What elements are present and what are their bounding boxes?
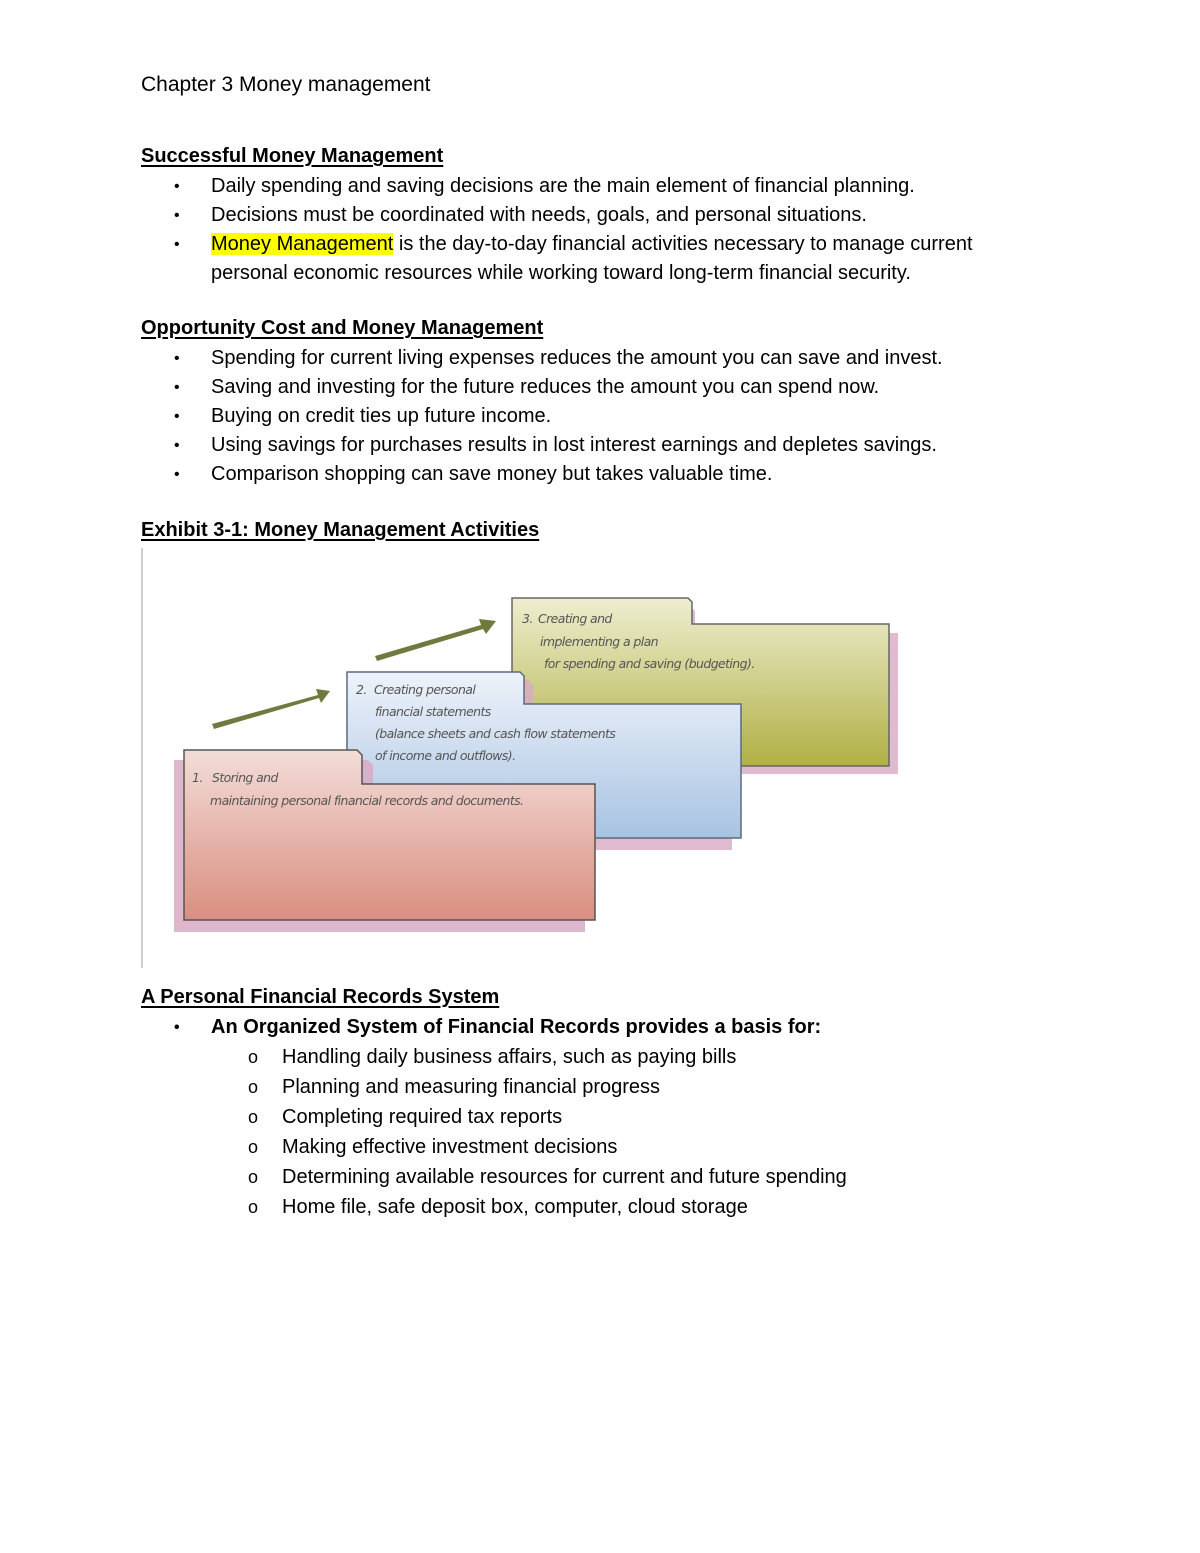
list-item [248, 1132, 1048, 1162]
bullet-mark: • [174, 178, 180, 195]
list-item [248, 1162, 1048, 1192]
list-item-text-continued: personal economic resources while working toward long-term financial security. [211, 262, 911, 284]
bullet-mark: • [174, 408, 180, 425]
section-heading-successful-money-management: Successful Money Management [141, 145, 444, 167]
sub-bullet-mark: o [248, 1107, 259, 1127]
arrow-2-to-3 [375, 619, 496, 661]
bullet-list-successful-money-management [174, 172, 1074, 288]
list-item-text: Home file, safe deposit box, computer, cloud storage [282, 1196, 748, 1218]
highlighted-term: Money Management [211, 233, 394, 255]
page-title: Chapter 3 Money management [141, 73, 431, 96]
sub-bullet-mark: o [248, 1197, 259, 1217]
list-item [248, 1102, 1048, 1132]
exhibit-figure [140, 548, 900, 968]
bullet-mark: • [174, 1019, 180, 1036]
list-item [174, 1013, 1074, 1042]
list-item-text: Decisions must be coordinated with needs, goals, and personal situations. [211, 204, 867, 226]
list-item-text: Comparison shopping can save money but takes valuable time. [211, 463, 773, 485]
section-heading-financial-records-system: A Personal Financial Records System [141, 986, 500, 1008]
bullet-mark: • [174, 466, 180, 483]
list-item [174, 460, 1074, 489]
folder2-line3: (balance sheets and cash flow statements [375, 726, 616, 741]
list-item [174, 201, 1074, 230]
list-item-text: is the day-to-day financial activities necessary to manage current [393, 233, 973, 255]
sub-bullet-mark: o [248, 1077, 259, 1097]
folder2-number: 2. [356, 682, 367, 697]
list-item [174, 172, 1074, 201]
bullet-mark: • [174, 350, 180, 367]
list-item-text: Determining available resources for current and future spending [282, 1166, 847, 1188]
bullet-mark: • [174, 437, 180, 454]
sub-bullet-mark: o [248, 1137, 259, 1157]
list-item-text: Using savings for purchases results in lost interest earnings and depletes savings. [211, 434, 937, 456]
bullet-list-opportunity-cost [174, 344, 1074, 489]
list-item [248, 1042, 1048, 1072]
money-management-activities-diagram [140, 548, 900, 968]
arrow-1-to-2 [212, 689, 330, 729]
folder3-line1: Creating and [538, 611, 612, 626]
list-item-text: Making effective investment decisions [282, 1136, 618, 1158]
bullet-mark: • [174, 207, 180, 224]
section-heading-opportunity-cost: Opportunity Cost and Money Management [141, 317, 544, 339]
list-item-text: Daily spending and saving decisions are the main element of financial planning. [211, 175, 915, 197]
list-item [174, 373, 1074, 402]
list-item [174, 344, 1074, 373]
list-item [174, 402, 1074, 431]
list-item-text: An Organized System of Financial Records provides a basis for: [211, 1016, 822, 1038]
folder1-number: 1. [192, 770, 203, 785]
list-item-text: Saving and investing for the future reduces the amount you can spend now. [211, 376, 880, 398]
bullet-mark: • [174, 379, 180, 396]
folder3-number: 3. [522, 611, 533, 626]
list-item [174, 431, 1074, 460]
folder1-line1: Storing and [212, 770, 278, 785]
list-item-text: Spending for current living expenses reduces the amount you can save and invest. [211, 347, 943, 369]
sub-bullet-mark: o [248, 1047, 259, 1067]
list-item [248, 1192, 1048, 1222]
list-item-text: Buying on credit ties up future income. [211, 405, 552, 427]
arrow-2-shape [375, 619, 496, 661]
folder1-line2: maintaining personal financial records and documents. [210, 793, 524, 808]
folder3-line3: for spending and saving (budgeting). [544, 656, 755, 671]
bullet-mark: • [174, 236, 180, 253]
sub-bullet-mark: o [248, 1167, 259, 1187]
list-item-text: Handling daily business affairs, such as paying bills [282, 1046, 737, 1068]
arrow-1-shape [212, 689, 330, 729]
folder2-line2: financial statements [375, 704, 491, 719]
bullet-list-financial-records [174, 1013, 1074, 1042]
folder3-line2: implementing a plan [540, 634, 658, 649]
section-heading-exhibit: Exhibit 3-1: Money Management Activities [141, 519, 540, 541]
list-item [174, 230, 1074, 288]
sub-list-financial-records [248, 1042, 1048, 1222]
list-item [248, 1072, 1048, 1102]
list-item-text: Completing required tax reports [282, 1106, 563, 1128]
folder2-line1: Creating personal [374, 682, 476, 697]
folder2-line4: of income and outflows). [375, 748, 516, 763]
list-item-text: Planning and measuring financial progress [282, 1076, 661, 1098]
